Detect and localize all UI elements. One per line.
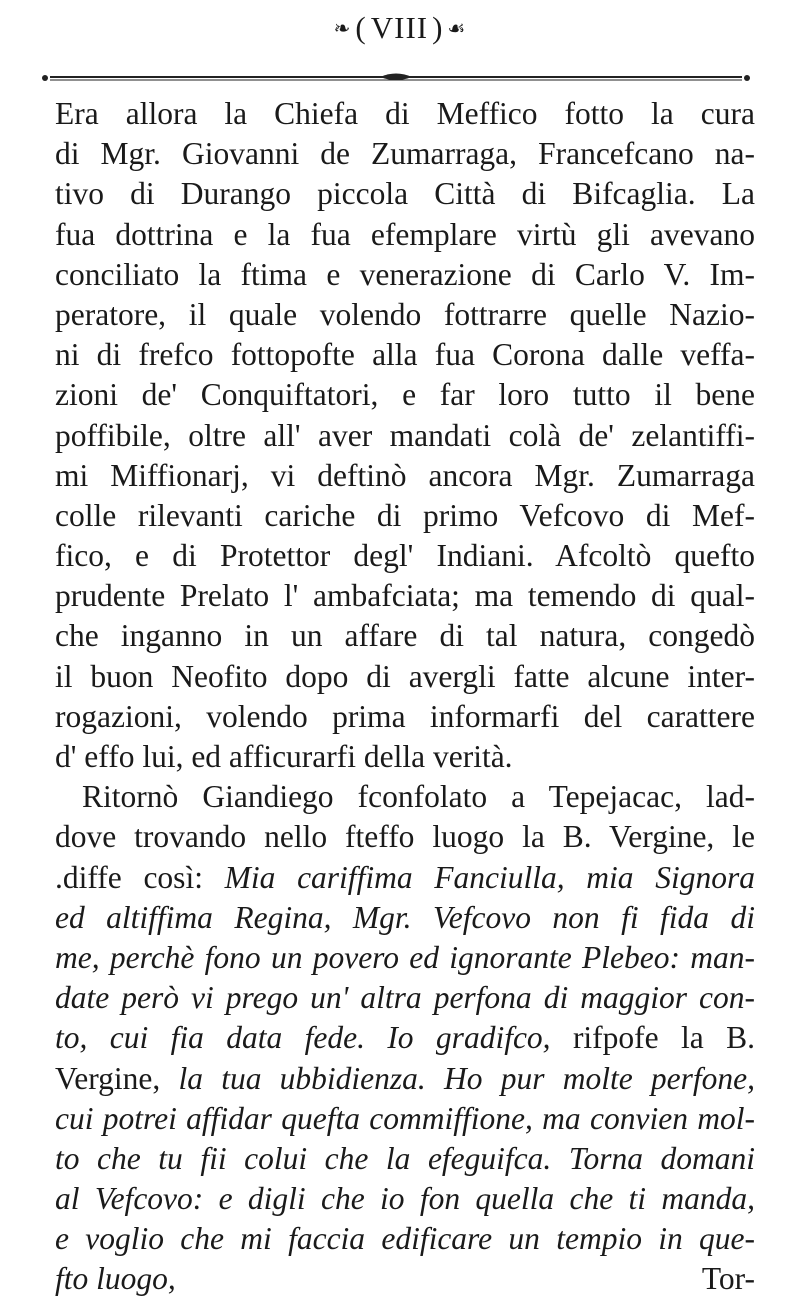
text-line: e voglio che mi faccia edificare un tempio in que- [55, 1221, 755, 1257]
text-line: il buon Neofito dopo di avergli fatte alcune inter- [55, 658, 755, 694]
text-line: ni di frefco fottopofte alla fua Corona dalle veffa- [55, 337, 755, 373]
text-line: poffibile, oltre all' aver mandati colà de' zelantiffi- [55, 417, 755, 453]
text-line: colle rilevanti cariche di primo Vefcovo di Mef- [55, 497, 755, 533]
paragraph-2 [55, 777, 755, 1299]
text-line: date però vi prego un' altra perfona di maggior con- [55, 980, 755, 1016]
text-line: che inganno in un affare di tal natura, congedò [55, 618, 755, 654]
text-italic: la tua ubbidienza. Ho pur molte perfone, [178, 1060, 755, 1096]
text-italic: Mia cariffima Fanciulla, mia Signora [224, 859, 755, 895]
text-italic: to, cui fia data fede. Io gradifco, [55, 1020, 551, 1056]
page-body [55, 94, 755, 1300]
text-line: Ritornò Giandiego fconfolato a Tepejacac, lad- [82, 779, 755, 815]
text-italic: fto luogo, [55, 1261, 176, 1297]
text-line: di Mgr. Giovanni de Zumarraga, Francefcano na- [55, 136, 755, 172]
fleuron-right-icon: ☙ [447, 17, 467, 40]
text-roman: rifpofe la B. [572, 1020, 756, 1056]
bracket-right: ) [432, 10, 444, 45]
text-line: zioni de' Conquiftatori, e far loro tutto il bene [55, 377, 755, 413]
text-line: peratore, il quale volendo fottrarre quelle Nazio- [55, 296, 755, 332]
text-roman: Vergine, [55, 1060, 161, 1096]
text-line: fico, e di Protettor degl' Indiani. Afcoltò quefto [55, 538, 755, 574]
text-line [55, 1059, 755, 1099]
text-line: ed altiffima Regina, Mgr. Vefcovo non fi fida di [55, 899, 755, 935]
text-line: mi Miffionarj, vi deftinò ancora Mgr. Zumarraga [55, 457, 755, 493]
fleuron-left-icon: ❧ [333, 17, 352, 40]
text-line: cui potrei affidar quefta commiffione, ma convien mol- [55, 1100, 755, 1136]
text-line: to che tu fii colui che la efeguifca. Torna domani [55, 1140, 755, 1176]
text-line: al Vefcovo: e digli che io fon quella che ti manda, [55, 1181, 755, 1217]
text-line [55, 1018, 755, 1058]
text-line: dove trovando nello fteffo luogo la B. Vergine, le [55, 819, 755, 855]
text-line: fua dottrina e la fua efemplare virtù gli avevano [55, 216, 755, 252]
page-header [0, 8, 800, 48]
text-line: tivo di Durango piccola Città di Bifcaglia. La [55, 176, 755, 212]
text-line: Era allora la Chiefa di Meffico fotto la cura [55, 96, 755, 131]
catchword: Tor- [701, 1261, 755, 1297]
page-number: VIII [370, 10, 429, 45]
bracket-left: ( [355, 10, 367, 45]
text-line: conciliato la ftima e venerazione di Carlo V. Im- [55, 256, 755, 292]
ornamental-rule [40, 72, 752, 82]
paragraph-1 [55, 94, 755, 777]
text-line: d' effo lui, ed afficurarfi della verità. [55, 739, 513, 774]
text-line [55, 1259, 755, 1299]
text-line [55, 858, 755, 898]
text-line: prudente Prelato l' ambafciata; ma temendo di qual- [55, 578, 755, 614]
text-line: me, perchè fono un povero ed ignorante Plebeo: man- [55, 939, 755, 975]
text-line: rogazioni, volendo prima informarfi del carattere [55, 698, 755, 734]
text-roman: .diffe così: [55, 859, 203, 895]
